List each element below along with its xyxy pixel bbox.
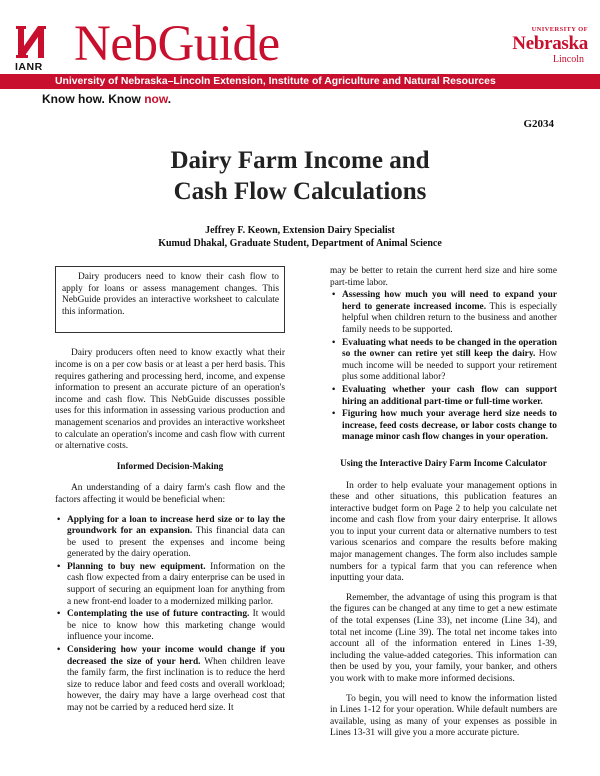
extension-banner-text: University of Nebraska–Lincoln Extension, Institute of Agriculture and Natural Resources — [55, 76, 496, 87]
left-column — [55, 266, 285, 721]
tagline-dot: . — [167, 92, 172, 106]
publication-number: G2034 — [523, 118, 554, 130]
list-item: • Figuring how much your average herd size needs to increase, feed costs decrease, or labor costs change to manage minor cash flow changes in your operation. — [330, 409, 557, 444]
list-item: • Evaluating what needs to be changed in the operation so the owner can retire yet still keep the dairy. How much income will be needed to support your retirement plus some additional labor? — [330, 338, 557, 384]
subheading-calculator: Using the Interactive Dairy Farm Income Calculator — [340, 457, 547, 468]
extension-banner — [0, 74, 600, 89]
nebguide-wordmark: NebGuide — [74, 16, 280, 72]
authors — [0, 224, 600, 250]
summary-box — [55, 266, 285, 333]
list-item: • Evaluating whether your cash flow can support hiring an additional part-time or full-time worker. — [330, 385, 557, 408]
tagline — [42, 92, 171, 106]
unl-logo — [490, 26, 588, 65]
list-item: • Applying for a loan to increase herd size or to lay the groundwork for an expansion. This financial data can be used to present the expenses and income being generated by the dairy operation. — [55, 515, 285, 561]
calculator-paragraph-2: Remember, the advantage of using this program is that the figures can be changed at any time to get a new estimate of the total expenses (Line 33), net income (Line 34), and total net income (Line 39). The total net income takes into account all of the information entered in Lines 1-39, including the value-added categories. This information can then be used by you, your family, your banker, and others you work with to make more informed decisions. — [330, 592, 557, 684]
continued-paragraph: may be better to retain the current herd size and hire some part-time labor. — [330, 266, 557, 288]
unl-nebraska-label: Nebraska — [512, 33, 588, 54]
calculator-paragraph-1: In order to help evaluate your management options in these and other situations, this publication features an interactive budget form on Page 2 to help you calculate net income and cash flow from your dairy enterprise. It allows you to input your current data or alternative numbers to test various scenarios and compare the results before making major management changes. The form also includes sample numbers for a typical farm that you can reference when inputting your data. — [330, 480, 557, 584]
title-line-1: Dairy Farm Income and — [170, 147, 430, 174]
ianr-label: IANR — [15, 61, 43, 73]
summary-text: Dairy producers need to know their cash flow to apply for loans or assess management changes. This NebGuide provides an interactive worksheet to calculate this information. — [62, 272, 279, 317]
page-title — [0, 145, 600, 207]
factors-paragraph: An understanding of a dairy farm's cash flow and the factors affecting it would be beneficial when: — [55, 483, 285, 505]
list-item: • Considering how your income would change if you decreased the size of your herd. When children leave the family farm, the first inclination is to reduce the herd size to reduce labor and feed costs and overall workload; however, the dairy may have a large overhead cost that may not be carried by a reduced herd size. It — [55, 645, 285, 715]
ianr-n-logo — [14, 24, 48, 60]
calculator-paragraph-3: To begin, you will need to know the information listed in Lines 1-12 for your operation. While default numbers are available, using as many of your expenses as possible in Lines 13-31 will give you a more accurate picture. — [330, 693, 557, 739]
list-item: • Assessing how much you will need to expand your herd to generate increased income. This is especially helpful when children return to the business and another family needs to be supported. — [330, 290, 557, 336]
tagline-now: now — [144, 92, 168, 106]
unl-university-label: UNIVERSITY OF — [531, 26, 588, 33]
author-2: Kumud Dhakal, Graduate Student, Department of Animal Science — [158, 238, 442, 249]
unl-city-label: Lincoln — [552, 54, 584, 65]
factors-list — [55, 515, 285, 715]
factors-list-continued — [330, 290, 557, 444]
author-1: Jeffrey F. Keown, Extension Dairy Specialist — [205, 225, 395, 236]
intro-paragraph: Dairy producers often need to know exactly what their income is on a per cow basis or at least a per herd basis. This requires gathering and processing herd, income, and expense information to present an accurate picture of an operation's income and cash flow. This NebGuide discusses possible uses for this information in assessing various production and management scenarios and provides an interactive worksheet to calculate an operation's income and cash flow with current or alternative costs. — [55, 348, 285, 452]
list-item: • Planning to buy new equipment. Information on the cash flow expected from a dairy enterprise can be used in support of securing an equipment loan for anything from a new front-end loader to a modernized milking parlor. — [55, 562, 285, 608]
subheading-informed-decision: Informed Decision-Making — [116, 460, 224, 471]
tagline-text: Know how. Know — [42, 92, 145, 106]
title-line-2: Cash Flow Calculations — [173, 178, 427, 205]
right-column — [330, 266, 557, 748]
list-item: • Contemplating the use of future contracting. It would be nice to know how this marketing change would influence your income. — [55, 609, 285, 644]
